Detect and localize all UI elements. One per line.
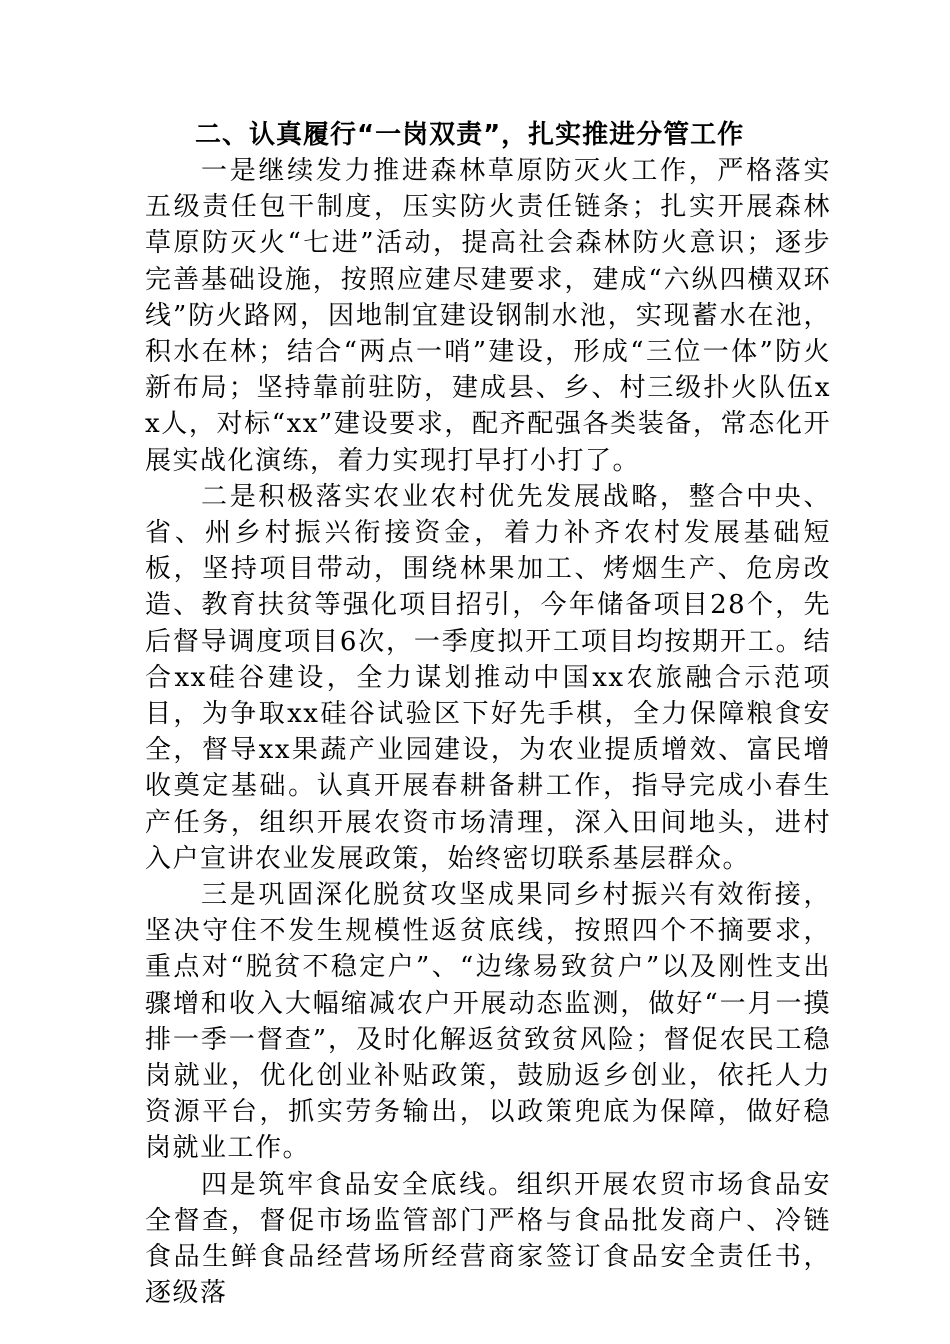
paragraph-poverty-alleviation: 三是巩固深化脱贫攻坚成果同乡村振兴有效衔接，坚决守住不发生规模性返贫底线，按照四个不摘要求，重点对“脱贫不稳定户”、“边缘易致贫户”以及刚性支出骤增和收入大幅缩减农户开展动态监测，做好“一月一摸排一季一督查”，及时化解返贫致贫风险；督促农民工稳岗就业，优化创业补贴政策，鼓励返乡创业，依托人力资源平台，抓实劳务输出，以政策兜底为保障，做好稳岗就业工作。 bbox=[145, 880, 831, 1164]
document-body bbox=[145, 117, 831, 1312]
paragraph-agriculture-development: 二是积极落实农业农村优先发展战略，整合中央、省、州乡村振兴衔接资金，着力补齐农村发展基础短板，坚持项目带动，围绕林果加工、烤烟生产、危房改造、教育扶贫等强化项目招引，今年储备项目28个，先后督导调度项目6次，一季度拟开工项目均按期开工。结合xx硅谷建设，全力谋划推动中国xx农旅融合示范项目，为争取xx硅谷试验区下好先手棋，全力保障粮食安全，督导xx果蔬产业园建设，为农业提质增效、富民增收奠定基础。认真开展春耕备耕工作，指导完成小春生产任务，组织开展农资市场清理，深入田间地头，进村入户宣讲农业发展政策，始终密切联系基层群众。 bbox=[145, 481, 831, 874]
section-heading: 二、认真履行“一岗双责”，扎实推进分管工作 bbox=[195, 120, 745, 150]
paragraph-food-safety: 四是筑牢食品安全底线。组织开展农贸市场食品安全督查，督促市场监管部门严格与食品批发商户、冷链食品生鲜食品经营场所经营商家签订食品安全责任书，逐级落 bbox=[145, 1169, 831, 1309]
paragraph-forest-fire-prevention: 一是继续发力推进森林草原防灭火工作，严格落实五级责任包干制度，压实防火责任链条；扎实开展森林草原防灭火“七进”活动，提高社会森林防火意识；逐步完善基础设施，按照应建尽建要求，建成“六纵四横双环线”防火路网，因地制宜建设钢制水池，实现蓄水在池，积水在林；结合“两点一哨”建设，形成“三位一体”防火新布局；坚持靠前驻防，建成县、乡、村三级扑火队伍xx人，对标“xx”建设要求，配齐配强各类装备，常态化开展实战化演练，着力实现打早打小打了。 bbox=[145, 156, 831, 476]
